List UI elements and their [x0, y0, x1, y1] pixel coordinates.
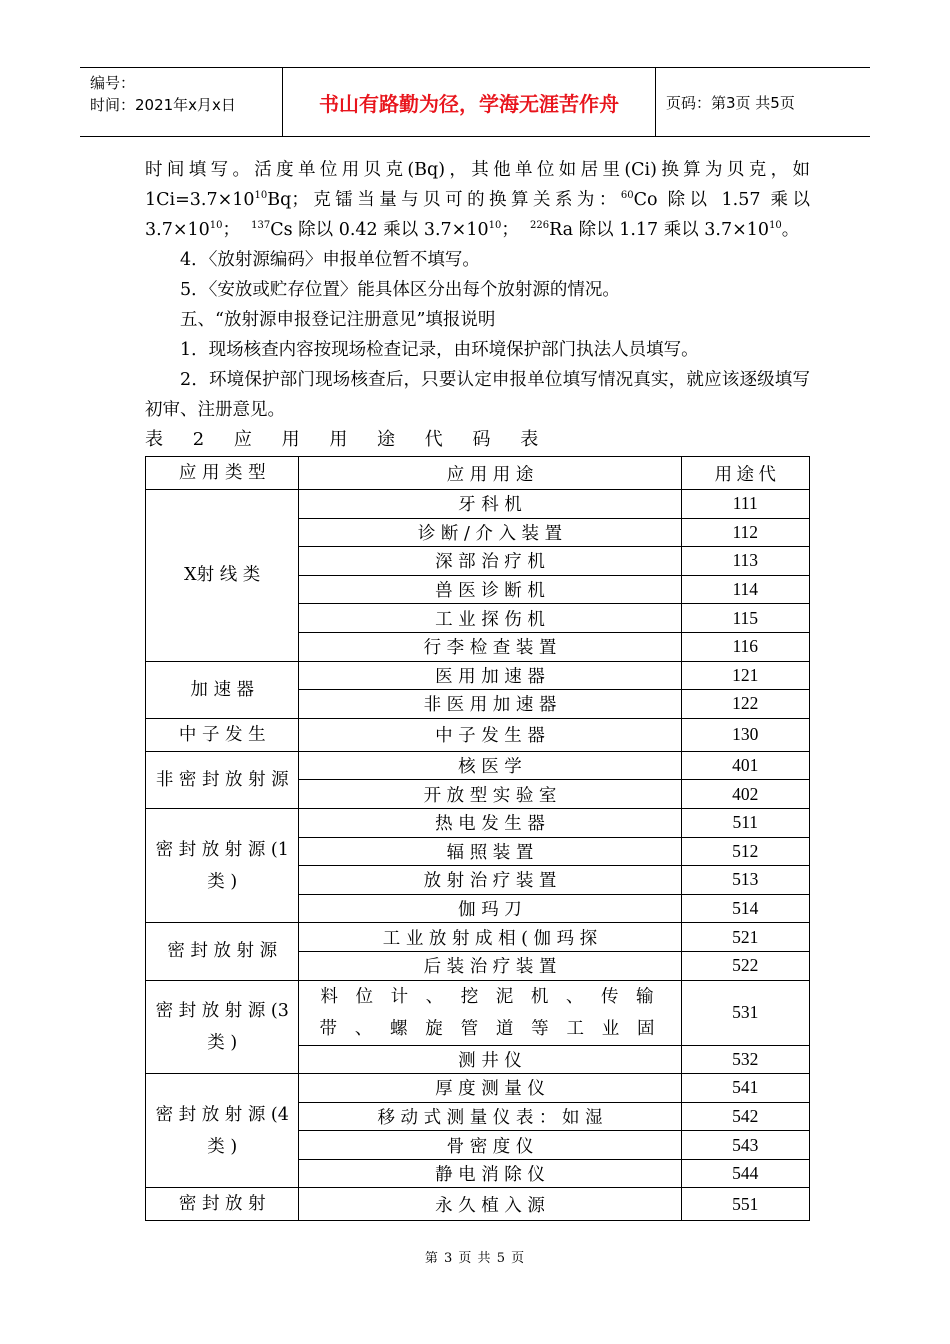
text-frag: Bq；克镭当量与贝可的换算关系为： [267, 190, 621, 210]
paragraph-line [145, 185, 810, 215]
code-table [145, 456, 810, 1221]
application-use-cell: 深 部 治 疗 机 [299, 547, 681, 576]
application-type-cell: 密 封 放 射 源 (3类 ) [146, 980, 299, 1074]
application-use-cell: 工 业 放 射 成 相 ( 伽 玛 探 [299, 923, 681, 952]
code-table-body [146, 457, 810, 1221]
application-type-cell: 中 子 发 生 [146, 718, 299, 751]
use-code-cell: 514 [681, 894, 809, 923]
application-use-cell: 料 位 计 、 挖 泥 机 、 传 输 带 、 螺 旋 管 道 等 工 业 固 [299, 980, 681, 1045]
application-use-cell: 中 子 发 生 器 [299, 718, 681, 751]
text-frag: Co 除以 1.57 乘以 [633, 190, 810, 210]
paragraph: 1．现场核查内容按现场检查记录，由环境保护部门执法人员填写。 [180, 340, 699, 360]
use-code-cell: 543 [681, 1131, 809, 1160]
use-code-cell: 542 [681, 1102, 809, 1131]
text-frag: ； [501, 220, 519, 240]
application-type-cell: 密 封 放 射 源 [146, 923, 299, 980]
use-code-cell: 513 [681, 866, 809, 895]
application-use-cell: 辐 照 装 置 [299, 837, 681, 866]
body-text [145, 155, 810, 425]
application-type-cell: X射 线 类 [146, 490, 299, 662]
table-row [146, 751, 810, 780]
paragraph: 4．〈放射源编码〉申报单位暂不填写。 [180, 250, 480, 270]
header-page-info: 页码：第3页 共5页 [666, 93, 795, 112]
header-cell-code: 用 途 代 [681, 457, 809, 490]
application-use-cell: 移 动 式 测 量 仪 表 ： 如 湿 [299, 1102, 681, 1131]
paragraph-line [145, 155, 810, 185]
text-frag: 3.7×10 [145, 220, 210, 240]
use-code-cell: 114 [681, 575, 809, 604]
application-use-cell: 测 井 仪 [299, 1045, 681, 1074]
use-code-cell: 116 [681, 632, 809, 661]
use-code-cell: 511 [681, 808, 809, 837]
application-type-cell: 密 封 放 射 源 (4类 ) [146, 1074, 299, 1188]
use-code-cell: 113 [681, 547, 809, 576]
header-cell-use: 应 用 用 途 [299, 457, 681, 490]
use-code-cell: 544 [681, 1159, 809, 1188]
use-code-cell: 130 [681, 718, 809, 751]
text-frag: 1Ci=3.7×10 [145, 190, 255, 210]
paragraph: 5．〈安放或贮存位置〉能具体区分出每个放射源的情况。 [180, 280, 620, 300]
use-code-cell: 402 [681, 780, 809, 809]
superscript: 10 [209, 220, 223, 232]
superscript: 10 [254, 190, 268, 202]
application-use-cell: 厚 度 测 量 仪 [299, 1074, 681, 1103]
application-use-cell: 非 医 用 加 速 器 [299, 690, 681, 719]
text-line-1: 时间填写。活度单位用贝克(Bq)，其他单位如居里(Ci)换算为贝克，如 [145, 160, 810, 180]
use-code-cell: 531 [681, 980, 809, 1045]
application-type-cell: 密 封 放 射 源 (1类 ) [146, 808, 299, 922]
application-use-cell: 放 射 治 疗 装 置 [299, 866, 681, 895]
application-use-cell: 诊 断 / 介 入 装 置 [299, 518, 681, 547]
header-meta [80, 68, 283, 136]
table-row [146, 490, 810, 519]
time-label: 时间：2021年x月x日 [90, 96, 236, 114]
application-use-cell: 后 装 治 疗 装 置 [299, 951, 681, 980]
text-frag: ； [222, 220, 240, 240]
use-code-cell: 532 [681, 1045, 809, 1074]
use-code-cell: 512 [681, 837, 809, 866]
application-use-cell: 兽 医 诊 断 机 [299, 575, 681, 604]
table-row [146, 718, 810, 751]
text-frag: 。 [781, 220, 800, 240]
application-use-cell: 牙 科 机 [299, 490, 681, 519]
text-frag: Cs 除以 0.42 乘以 3.7×10 [270, 220, 489, 240]
application-use-cell: 开 放 型 实 验 室 [299, 780, 681, 809]
superscript: 226 [529, 220, 550, 232]
application-use-cell: 热 电 发 生 器 [299, 808, 681, 837]
table-row [146, 1188, 810, 1221]
table-row [146, 1074, 810, 1103]
application-use-cell: 静 电 消 除 仪 [299, 1159, 681, 1188]
table-row [146, 661, 810, 690]
use-code-cell: 401 [681, 751, 809, 780]
section-heading: 五、“放射源申报登记注册意见”填报说明 [180, 310, 496, 330]
application-type-cell: 加 速 器 [146, 661, 299, 718]
application-use-cell: 行 李 检 查 装 置 [299, 632, 681, 661]
table-row [146, 923, 810, 952]
application-type-cell: 密 封 放 射 [146, 1188, 299, 1221]
use-code-cell: 551 [681, 1188, 809, 1221]
paragraph-line [145, 215, 810, 245]
page-header [80, 67, 870, 137]
table-row [146, 980, 810, 1045]
application-use-cell: 医 用 加 速 器 [299, 661, 681, 690]
use-code-cell: 522 [681, 951, 809, 980]
table-row [146, 808, 810, 837]
paragraph: 2．环境保护部门现场核查后，只要认定申报单位填写情况真实，就应该逐级填写初审、注册意见。 [145, 370, 810, 420]
use-code-cell: 541 [681, 1074, 809, 1103]
table-caption: 表 2 应 用 用 途 代 码 表 [145, 429, 551, 450]
superscript: 60 [620, 190, 634, 202]
use-code-cell: 521 [681, 923, 809, 952]
use-code-cell: 115 [681, 604, 809, 633]
text-frag: Ra 除以 1.17 乘以 3.7×10 [549, 220, 770, 240]
use-code-cell: 121 [681, 661, 809, 690]
table-header-row [146, 457, 810, 490]
application-use-cell: 工 业 探 伤 机 [299, 604, 681, 633]
application-use-cell: 骨 密 度 仪 [299, 1131, 681, 1160]
superscript: 10 [488, 220, 502, 232]
superscript: 10 [769, 220, 782, 232]
number-label: 编号： [90, 74, 136, 92]
header-motto: 书山有路勤为径，学海无涯苦作舟 [283, 68, 656, 136]
use-code-cell: 111 [681, 490, 809, 519]
application-use-cell: 核 医 学 [299, 751, 681, 780]
application-use-cell: 永 久 植 入 源 [299, 1188, 681, 1221]
page-footer: 第 3 页 共 5 页 [424, 1251, 526, 1266]
header-cell-type: 应 用 类 型 [146, 457, 299, 490]
superscript: 137 [251, 220, 271, 232]
use-code-cell: 122 [681, 690, 809, 719]
application-use-cell: 伽 玛 刀 [299, 894, 681, 923]
application-type-cell: 非 密 封 放 射 源 [146, 751, 299, 808]
use-code-cell: 112 [681, 518, 809, 547]
